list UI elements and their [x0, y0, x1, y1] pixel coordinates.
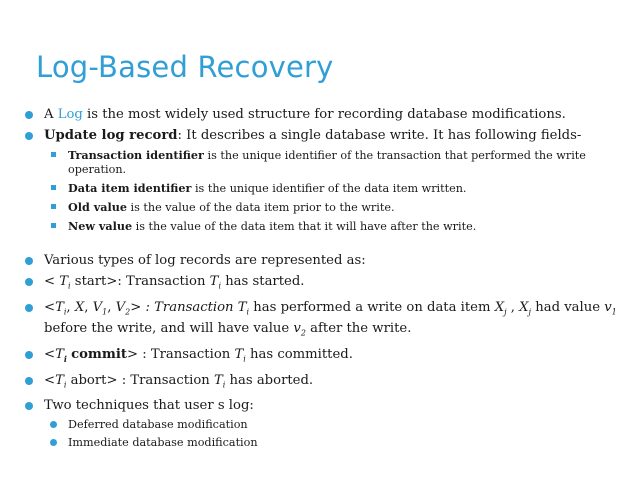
bullet-icon	[25, 132, 33, 140]
subbullet-transaction-identifier: Transaction identifier is the unique identifier of the transaction that performed the write operation.	[36, 148, 622, 177]
bullet-icon	[25, 111, 33, 119]
bullet-icon	[25, 278, 33, 286]
bullet-icon	[50, 439, 57, 446]
bullet-update-log-record: Update log record: It describes a single database write. It has following fields-	[22, 127, 622, 144]
subbullet-new-value: New value is the value of the data item that it will have after the write.	[36, 219, 622, 234]
bullet-icon	[25, 377, 33, 385]
square-bullet-icon	[51, 204, 56, 209]
slide-title: Log-Based Recovery	[36, 50, 334, 84]
square-bullet-icon	[51, 152, 56, 157]
subbullet-deferred: Deferred database modification	[36, 418, 622, 432]
bullet-start-record: < $T_i$ start>: Transaction $T_i$ has started.	[22, 273, 622, 295]
subbullet-old-value: Old value is the value of the data item prior to the write.	[36, 200, 622, 215]
subbullet-immediate: Immediate database modification	[36, 436, 622, 450]
bullet-icon	[25, 304, 33, 312]
bullet-icon	[50, 421, 57, 428]
bullet-icon	[25, 402, 33, 410]
square-bullet-icon	[51, 185, 56, 190]
log-keyword: Log	[57, 107, 83, 122]
bullet-icon	[25, 257, 33, 265]
square-bullet-icon	[51, 223, 56, 228]
bullet-commit-record: $<T_i$ commit> : Transaction $T_i$ has committed.	[22, 346, 622, 368]
bullet-write-record: $<T_i$, X, $V_1$, $V_2>$ : Transaction $T_i$ has performed a write on data item $X_j$ , $X_j$ had value $v_1$ before the write, and will have value $v_2$ after the write.	[22, 299, 622, 342]
bullet-abort-record: $<T_i$ abort> : Transaction $T_i$ has aborted.	[22, 372, 622, 394]
bullet-techniques: Two techniques that user s log:	[22, 397, 622, 414]
bullet-log-definition: A Log is the most widely used structure for recording database modifications.	[22, 106, 622, 123]
subbullet-data-item-identifier: Data item identifier is the unique identifier of the data item written.	[36, 181, 622, 196]
slide-content	[22, 106, 622, 454]
bullet-icon	[25, 351, 33, 359]
bullet-log-record-types: Various types of log records are represented as:	[22, 252, 622, 269]
